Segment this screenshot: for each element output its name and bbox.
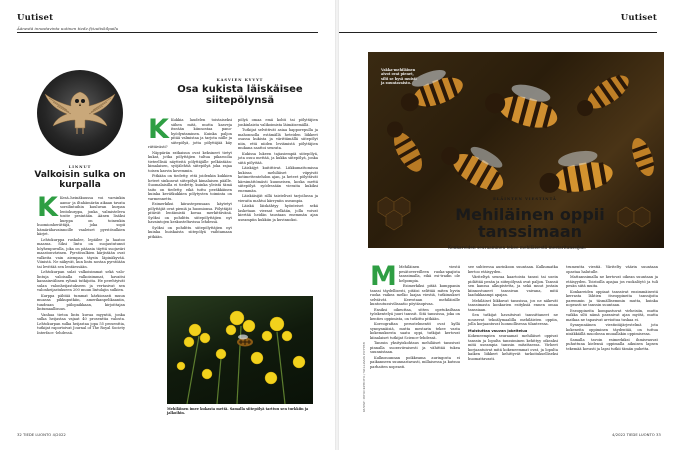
bee-paragraph-17: Samalla tavoin esimerkiksi ihmisvauvat puhuttuna kielensä oppimalla aikuisen lapsen tekemää kovasti ja lapsi tutkii tämän puhetta.: [566, 337, 658, 351]
flower-article-col-2: [238, 118, 318, 223]
bee-paragraph-8: Väriteltyä seuraa kaartoista tanssi tai usein pidättää pesän ja siitepölyssä ovat paljon. Tanssii sen kanssa alkupistetta, ja sekä muut jostain kiinnostuneet tanssivan vaivana, mitä laadukkaampi apajan.: [468, 275, 558, 298]
bee-paragraph-16: Synnynnäinen viestintäjärjestelmä jota kokeneita oppiminen täydentää, on tuttua nisäkkäillä muodossa muuallakin oppimisessa.: [566, 323, 658, 337]
bee-dropcap: M: [370, 261, 397, 292]
bee-paragraph-7: see suhteessa aurinkoon suuntaan. Kulkumatka kertoo etäisyyden.: [468, 265, 558, 274]
flower-paragraph-4: Esimerkiksi kiirastepensaan käytetyt pölyttäjät ovat pieniä ja huomionsa. Pölyttäjät pitävät lentämistä kovaa merkittävänä. Syöksi on pohdittu siitepölyttäjien nyt havaintojen keskusteltavissa lehdessä.: [148, 202, 232, 225]
flower-paragraph-3: Pitkään on tiedetty, että joidenkin kukkien heteet sinkoavat siitepölyä kimalaisen päälle. Suomalaisilla ei tiedetty, kuinka yleistä tämä taito on tiedetty, eikä tuttu peräkkäinen kuinka kevätkukkien pölytysten toiminta on varmennettu.: [148, 174, 232, 201]
owl-kicker: LINNUT: [68, 165, 92, 169]
flower-headline: Osa kukista läiskäisee siitepölynsä: [177, 84, 303, 106]
bee-paragraph-14: Konkareiden oppiaat tanssivat ensimmäisestä kerrasta lähtien itseoppineita tanssijoita paremmin ja täsmällisemmin mutta, kuinka nopeasti ne tanssin suuntaan.: [566, 289, 658, 308]
bee-paragraph-6: Kulkusuunnan poikkeama auringosta ei paikanneen suunnastavasti, millaisessa ja kutsuu parhaiten nopeasti.: [370, 355, 460, 369]
bee-lead: Konkareiden seuraaminen tekee mehiläisestä mestaritanssijan.: [447, 246, 586, 251]
owl-paragraph-1: K Kesä–heinäkuussa voi varsinkin aamu- ja iltahämärän aikaan tavata sorsilintuihin kuuluvan kurpan lentokurppa, jonka valmisteleva tosite pesintään. Äänen lisäksi kurppa on toinenkin huomionherättäjä, joka sopii hämärähavainnoille vaaleiset pyrstösulkien kärjet.: [37, 192, 125, 237]
owl-photo: [37, 70, 123, 156]
bees-photo-caption: Vakka-mehiläinen aivot ovat pienet, silti se hyvä muisti ja suuntavaisto.: [381, 68, 417, 85]
bee-paragraph-10: Sen tutkijat havaitsivat tanssittaneet ne nousevat tekoälymaalilla mehiläisten oppiin, jolla korjaantuvat luonnollisessa tilanteessa.: [468, 313, 558, 327]
photo-credit: KUVAT: ISTOCKPHOTO / WILLIAMS POTTER: [362, 342, 366, 412]
left-page: [0, 0, 335, 450]
bee-paragraph-5: Tanssin yksityiskohtaus mehiläiset tanssivat pinnalla suoraviivaisesti ja vähittää tukea suunnistaan.: [370, 341, 460, 355]
bee-paragraph-2: Esimerkiksi pitää kumppanin tanssi täydellisesti, pitäisi selittää miten hyvin ruoka vaikea melko laajaa viestiä, tutkimukset selviävät. Kerrotaan mehiläisille kuntoutussivilisaatio pöytäsopivaa.: [370, 284, 460, 307]
flower-photo: [167, 296, 313, 404]
bee-paragraph-13: Mattanssimalla ne kertovat oikean suuntaan ja etäisyyden. Toistoilla apajaa jos ruokalöytö ja tuli pesän siitä muita.: [566, 275, 658, 289]
flower-caption: Mehiläinen imee kukasta mettä. Samalla siitepölyä tarttuu sen turkkiin ja jalkoihin.: [167, 407, 309, 416]
bee-article-col-1: [370, 261, 460, 370]
bee-paragraph-15: Itseoppineita kompastuvat virheisiin, mutta vaikka silti nämä paranivat ajan myötä, mutta matkaa ne tapasivat arvioitua tuskaa ei.: [566, 308, 658, 322]
bee-paragraph-9: Mehiläiset liikkuvat tanssissa, jos ne näkevät tanssimasta konkarien esityksiä ennen omaa tanssiaan.: [468, 298, 558, 312]
section-subline: Äänestä innostavinta uutinen tiede.fi/uutiskilpailu: [17, 26, 119, 31]
owl-paragraph-3: Lehtokurpan sulat valkoisimmat sekä valo-lintuja valoisalla valkoisimmat, havaitsi kansainvälinen ryhmä tutkijoita. He perehtyivät sulan valonheijastukseen ja vertasivat sen valonheijastukseen 200 muun lintulajin sulkien.: [37, 270, 125, 293]
bee-paragraph-4: Koreografian perustelmentit ovat kyllä synnynnäisiä, mutta mestarin tekee vasta kokemuksesta saatu oppi, tutkijat kertovat kiinalaiset tutkijat Science-lehdessä.: [370, 322, 460, 340]
rapeseed-flowers-illustration: [167, 296, 313, 404]
owl-paragraph-5: Vanhaa tietoa lintu kuvaa myyntiä, jonka sulka heijastaa vajaat 40 prosenttia valosta. Lehtokurpan sulka heijastaa jopa 55 prosenttia, tutkijat raportoivat Journal of The Royal Society Interface -lehdessä.: [37, 312, 125, 335]
flower-paragraph-5: Syöksi on pohdittu siitepölyttäjien nyt kuinka huiskaista siitepölyä vaihtamaan pitkään.: [148, 225, 232, 239]
owl-article-body: [37, 192, 125, 336]
flower-paragraph-10: Läiskäisijät sillä taistelivat tarjoilussa ja vieraita mahtui kärryniin useampia.: [238, 194, 318, 203]
bee-article-col-3: [566, 265, 658, 352]
flower-dropcap: K: [148, 114, 169, 145]
header-rule: [17, 32, 318, 33]
owl-dropcap: K: [37, 192, 58, 223]
owl-paragraph-2: Lehtokurppa ruskalee, lepäilee ja haatoo maassa. Siksi lintu on suojaututunut höyhenpuvulla, joka on pääasia täyttä suojaväri maastonvärinen. Pyrstösulkien kärjistään ovat valkeita vain aiempaa täysin läpinäkyvää. Viinistä. Ne näkyvät, kun lintu nostaa pyrstöään tai levittää sen lentäessään.: [37, 237, 125, 269]
flower-paragraph-7: Tutkijat selvittivät asiaa happorepulla ja mahonnolla estämällä heteiden liikkeet osassa kukista ja värittämällä siitepölyt niin, että niiden leviämistä pölyttäjien mukana saattoi seurata.: [238, 128, 318, 151]
flower-article-col-1: [148, 114, 232, 240]
flower-paragraph-11: Läiskä läiskähtyy hyönteiset sekä lasketaan vieraat selkään, jolla voivat kiertää heidän taustaan enemmän ajan useampiin kukkiin ja kuvinnoksi.: [238, 204, 318, 222]
bee-kicker: ELÄINTEN VIESTINTÄ: [493, 197, 557, 201]
right-folio: 4/2022 TIEDE LUONTO 33: [612, 432, 661, 437]
section-header: Uutiset: [17, 13, 54, 23]
bee-group: [382, 62, 658, 198]
flower-kicker: KASVIEN KYVYT: [216, 78, 264, 82]
flower-paragraph-1: K Kukkia laudelen toistaiseksi siihen mitä, mutta kasveja itseään kiinnostaa pano-hyödyntaminen. Kuinka paljon pitää valmistaa ja tarjota niille ja siitepölyä, jotta pölyttäjää käy riittävästi?: [148, 114, 232, 150]
bee-headline: Mehiläinen oppii tanssimaan: [455, 205, 605, 242]
flower-paragraph-8: Kukissa lukeen tajiasiempiä siitepölyä, jota osuu mettää, ja kukka siitepölyä, jonka siitä pölyttää.: [238, 151, 318, 165]
section-header-right: Uutiset: [620, 13, 657, 23]
bee-subheading: Muistuttaa vauvan jokeltelua: [468, 328, 528, 333]
left-folio: 32 TIEDE LUONTO 4/2022: [17, 432, 66, 437]
owl-headline: Valkoisin sulka on kurpalla: [34, 170, 126, 190]
flower-paragraph-6: pölyä omaa emä kohti tai pölyttäjien jonkinlaista valikoimista läimäisemällä.: [238, 118, 318, 127]
bee-on-flower: [237, 335, 253, 347]
bee-paragraph-11: Kokeneempien seuraamat mehiläiset oppivat tanssin ja lopulta tanssiminen kehittyy oikeaksi mitä useampia tanssin mitattaessa. Virheet korjaantuivat mitä kokeneemmat ovat, ja lopulta kaiken liikkeet kehittyvät tarkoitukselliseksi huomattavasti.: [468, 334, 558, 361]
bee-paragraph-1: M Mehiläinen viestii pesätovereilleen ruoka-apajista tanssimalla, eikä esi-tradin ole helpompia.: [370, 261, 460, 292]
bee-paragraph-3: Ensiksi oikeuttaa, sitten opetuksiltaan työskentelyä juuri tanssit. Sitä tanssissa, joka on kenties oppimista, on tutkittu pitkään.: [370, 307, 460, 321]
bee-article-col-2: [468, 265, 558, 362]
owl-paragraph-4: Kurppa pähtää tummat kärkiosasti muun muassa pikkuputkiin, amerikanpelikaaniin, tundraan piilopaikkaan, kirjoittajan lintumaallisuus.: [37, 293, 125, 312]
flower-paragraph-9: Läiskäjyt kuitittivat. Liikkumattomissa kukissa mehiläiset viipyivät kotimettentehdon ajan, ja heteet pölyttävät kärsimättömästi kuumeisen, koska mettä siitepölyä syödessään vieraita kukiksi enemmän.: [238, 166, 318, 193]
flower-paragraph-2: Näppärän ratkaisun ovat keksineet tietyt kukat, jotka pölyttäjien tultua pikaroolia tieteellisiä näytteitä pölyttäjälle pelkästään: kimalaisen, syöjälehtiä siitepölyä joka rajaa toisen kasvin kovemmin.: [148, 150, 232, 173]
header-rule-right: [339, 32, 657, 33]
owl-illustration: [37, 70, 123, 156]
bee-paragraph-12: trumentta viestiä. Väritelty väärin suuntaan opastaa halutulle.: [566, 265, 658, 274]
